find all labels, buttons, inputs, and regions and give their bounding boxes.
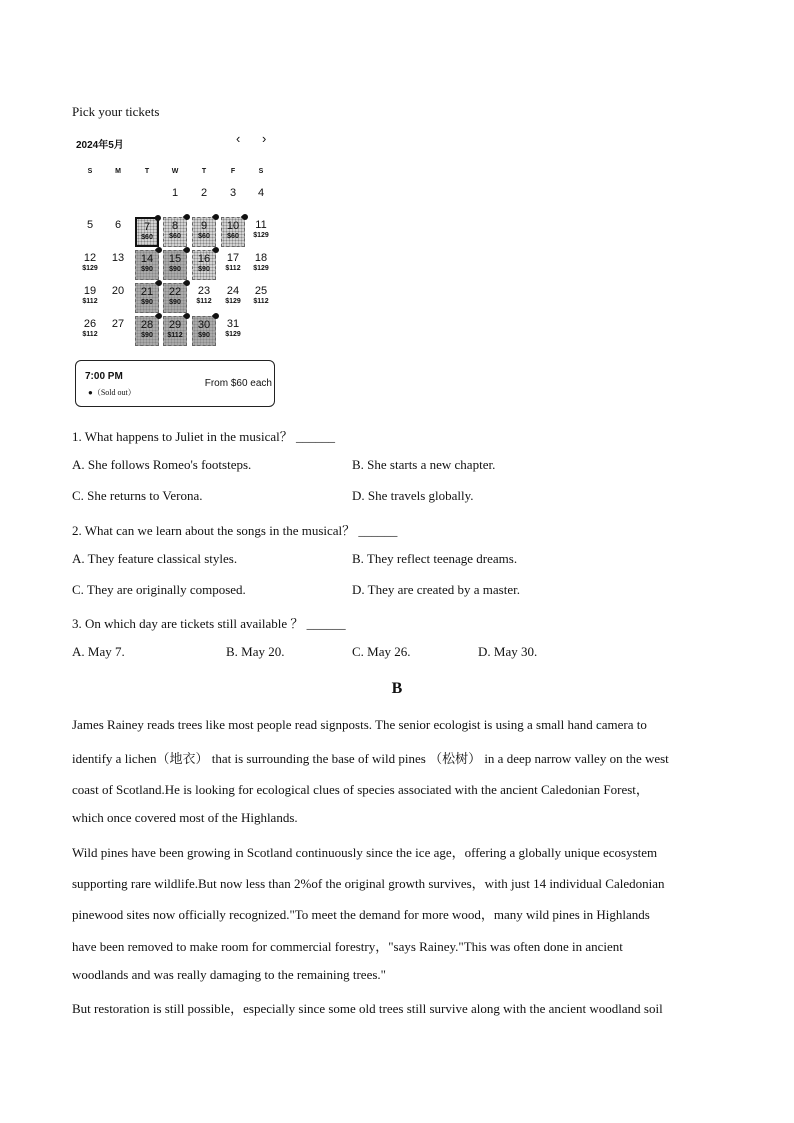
calendar-day[interactable]	[135, 283, 159, 313]
ticket-calendar	[72, 128, 278, 412]
day-number: 7	[143, 221, 151, 233]
day-number: 11	[255, 219, 267, 231]
q1-option-a: A. She follows Romeo's footsteps.	[72, 457, 252, 472]
day-price: $60	[198, 233, 210, 240]
day-price: $129	[225, 331, 241, 338]
calendar-day[interactable]	[192, 316, 216, 346]
day-number: 5	[86, 219, 94, 231]
calendar-day[interactable]	[221, 250, 245, 280]
calendar-day[interactable]	[135, 316, 159, 346]
calendar-day[interactable]	[135, 217, 159, 247]
day-number: 10	[226, 220, 240, 232]
sold-out-status: ●（Sold out）	[88, 388, 136, 397]
day-price: $90	[169, 299, 181, 306]
day-price: $60	[227, 233, 239, 240]
calendar-month-title: 2024年5月	[76, 140, 124, 151]
q2-option-a: A. They feature classical styles.	[72, 551, 238, 566]
calendar-day[interactable]	[221, 283, 245, 313]
day-number: 25	[254, 285, 268, 297]
calendar-day[interactable]	[78, 316, 102, 346]
day-price: $60	[169, 233, 181, 240]
day-price: $129	[225, 298, 241, 305]
day-price: $129	[82, 265, 98, 272]
day-price: $129	[253, 232, 269, 239]
showtime-card[interactable]	[75, 360, 275, 407]
chevron-left-icon[interactable]: ‹	[236, 131, 241, 146]
day-number: 19	[83, 285, 97, 297]
calendar-day[interactable]	[163, 217, 187, 247]
calendar-day[interactable]	[192, 250, 216, 280]
passage-line: James Rainey reads trees like most people read signposts. The senior ecologist is using a small hand camera to	[72, 717, 647, 732]
price-from: From $60 each	[204, 378, 272, 389]
day-number: 24	[226, 285, 240, 297]
question-3: 3. On which day are tickets still available ？ ______	[72, 616, 346, 631]
q3-option-b: B. May 20.	[226, 644, 285, 659]
question-1: 1. What happens to Juliet in the musical？ ______	[72, 429, 335, 444]
section-heading: B	[391, 680, 403, 697]
day-number: 29	[168, 319, 182, 331]
calendar-day[interactable]	[78, 217, 102, 247]
day-price: $112	[225, 265, 241, 272]
day-price: $112	[253, 298, 269, 305]
day-number: 26	[83, 318, 97, 330]
q1-option-b: B. She starts a new chapter.	[352, 457, 496, 472]
day-price: $112	[196, 298, 212, 305]
weekday-label: S	[87, 168, 93, 175]
passage-line: Wild pines have been growing in Scotland continuously since the ice age，offering a globally unique ecosystem	[72, 845, 658, 860]
day-price: $90	[198, 266, 210, 273]
q2-option-b: B. They reflect teenage dreams.	[352, 551, 518, 566]
day-price: $112	[82, 298, 98, 305]
day-number: 4	[257, 187, 265, 199]
day-number: 6	[114, 219, 122, 231]
q2-option-c: C. They are originally composed.	[72, 582, 246, 597]
weekday-label: M	[115, 168, 121, 175]
day-price: $90	[141, 266, 153, 273]
calendar-day[interactable]	[249, 185, 273, 215]
calendar-day[interactable]	[249, 250, 273, 280]
day-number: 15	[168, 253, 182, 265]
day-price: $90	[141, 299, 153, 306]
day-number: 23	[197, 285, 211, 297]
calendar-day[interactable]	[163, 250, 187, 280]
calendar-day[interactable]	[192, 283, 216, 313]
day-number: 17	[226, 252, 240, 264]
question-2: 2. What can we learn about the songs in the musical？ ______	[72, 523, 398, 538]
day-price: $129	[253, 265, 269, 272]
calendar-day[interactable]	[249, 283, 273, 313]
passage-line: supporting rare wildlife.But now less than 2%of the original growth survives，with just 14 individual Caledonian	[72, 876, 665, 891]
calendar-day[interactable]	[163, 316, 187, 346]
calendar-day[interactable]	[192, 185, 216, 215]
day-number: 13	[111, 252, 125, 264]
day-price: $112	[82, 331, 98, 338]
q3-option-d: D. May 30.	[478, 644, 538, 659]
day-number: 27	[111, 318, 125, 330]
calendar-day[interactable]	[106, 217, 130, 247]
weekday-label: W	[171, 168, 179, 175]
q1-option-d: D. She travels globally.	[352, 488, 474, 503]
day-price: $90	[141, 332, 153, 339]
calendar-day[interactable]	[192, 217, 216, 247]
passage-line: coast of Scotland.He is looking for ecological clues of species associated with the ancient Caledonian Forest，	[72, 782, 649, 797]
q3-option-a: A. May 7.	[72, 644, 125, 659]
q2-option-d: D. They are created by a master.	[352, 582, 520, 597]
day-number: 16	[197, 253, 211, 265]
calendar-day[interactable]	[163, 185, 187, 215]
ticket-tag-icon: ●	[88, 388, 93, 397]
day-number: 12	[83, 252, 97, 264]
passage-line: which once covered most of the Highlands.	[72, 810, 298, 825]
chevron-right-icon[interactable]: ›	[262, 131, 267, 146]
passage-line: have been removed to make room for commercial forestry，"says Rainey."This was often done in ancient	[72, 939, 623, 954]
day-price: $90	[198, 332, 210, 339]
day-number: 21	[140, 286, 154, 298]
day-price: $60	[141, 234, 153, 241]
day-number: 28	[140, 319, 154, 331]
day-price: $90	[169, 266, 181, 273]
intro-text: Pick your tickets	[72, 104, 160, 119]
day-number: 20	[111, 285, 125, 297]
passage-line: identify a lichen（地衣） that is surrounding the base of wild pines （松树） in a deep narrow valley on the west	[72, 751, 669, 766]
calendar-day[interactable]	[78, 250, 102, 280]
calendar-day[interactable]	[135, 250, 159, 280]
day-number: 1	[171, 187, 179, 199]
day-number: 22	[168, 286, 182, 298]
calendar-day[interactable]	[221, 217, 245, 247]
weekday-label: S	[258, 168, 264, 175]
day-number: 30	[197, 319, 211, 331]
showtime: 7:00 PM	[85, 371, 123, 382]
day-price: $112	[167, 332, 183, 339]
calendar-day[interactable]	[221, 185, 245, 215]
passage-line: woodlands and was really damaging to the remaining trees."	[72, 967, 386, 982]
calendar-day[interactable]	[221, 316, 245, 346]
day-number: 8	[171, 220, 179, 232]
passage-line: pinewood sites now officially recognized."To meet the demand for more wood，many wild pines in Highlands	[72, 907, 650, 922]
day-number: 3	[229, 187, 237, 199]
calendar-day[interactable]	[249, 217, 273, 247]
weekday-label: F	[230, 168, 236, 175]
calendar-day[interactable]	[106, 250, 130, 280]
q1-option-c: C. She returns to Verona.	[72, 488, 203, 503]
weekday-label: T	[201, 168, 207, 175]
calendar-day[interactable]	[106, 316, 130, 346]
day-number: 18	[254, 252, 268, 264]
weekday-label: T	[144, 168, 150, 175]
day-number: 31	[226, 318, 240, 330]
calendar-day[interactable]	[163, 283, 187, 313]
day-number: 9	[200, 220, 208, 232]
day-number: 14	[140, 253, 154, 265]
calendar-day[interactable]	[78, 283, 102, 313]
passage-line: But restoration is still possible，especially since some old trees still survive along with the ancient woodland soil	[72, 1001, 663, 1016]
q3-option-c: C. May 26.	[352, 644, 411, 659]
calendar-day[interactable]	[106, 283, 130, 313]
day-number: 2	[200, 187, 208, 199]
